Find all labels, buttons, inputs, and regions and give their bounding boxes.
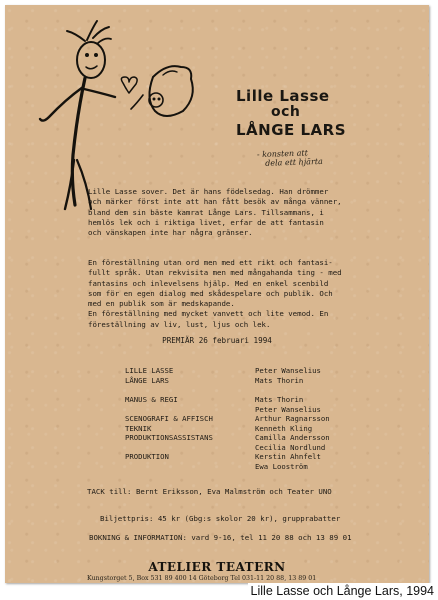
credit-role-lange-lars: LÅNGE LARS <box>125 376 169 385</box>
credit-name: Kerstin Ahnfelt <box>255 452 321 461</box>
title-line-2: och <box>271 104 301 120</box>
title-line-1: Lille Lasse <box>236 87 330 105</box>
credit-role-teknik: TEKNIK <box>125 424 152 433</box>
theater-name: ATELIER TEATERN <box>148 560 286 574</box>
credit-role-manus-regi: MANUS & REGI <box>125 395 178 404</box>
credit-name: Peter Wanselius <box>255 405 321 414</box>
credit-name: Ewa Looström <box>255 462 308 471</box>
credit-role-scenografi: SCENOGRAFI & AFFISCH <box>125 414 213 423</box>
credit-name: Camilla Andersson <box>255 433 330 442</box>
credit-name: Kenneth Kling <box>255 424 313 433</box>
booking-line: BOKNING & INFORMATION: vard 9-16, tel 11 20 88 och 13 89 01 <box>89 533 352 542</box>
credit-role-produktionsassistans: PRODUKTIONSASSISTANS <box>125 433 213 442</box>
intro-paragraph: Lille Lasse sover. Det är hans födelsedag. Han drömmer och märker först inte att han fått besök av många vänner, bland dem sin bäste kamrat Långe Lars. Tillsammans, i hemlös lek och i riktiga livet, erfar de att fantasin och vänskapen inte har några gränser. <box>88 187 342 238</box>
credit-name: Mats Thorin <box>255 376 304 385</box>
tagline-line-1: - konsten att <box>256 148 309 160</box>
credit-name: Peter Wanselius <box>255 366 321 375</box>
title-line-3: LÅNGE LARS <box>236 121 347 139</box>
description-paragraph: En föreställning utan ord men med ett rikt och fantasi- fullt språk. Utan rekvisita men med mångahanda ting - med fantasins och inlevelsens hjälp. Med en enkel scenbild som för en egen dialog med skådespelare och publik. Och med en publik som är medskapande. En föreställning med mycket vanvett och lite vemod. En föreställning av liv, lust, ljus och lek. <box>88 258 342 329</box>
credit-name: Cecilia Nordlund <box>255 443 326 452</box>
credit-role-produktion: PRODUKTION <box>125 452 169 461</box>
stick-figure-illustration <box>5 5 429 215</box>
tagline <box>257 148 323 168</box>
credit-name: Arthur Ragnarsson <box>255 414 330 423</box>
credit-role-lille-lasse: LILLE LASSE <box>125 366 174 375</box>
theater-address: Kungstorget 5, Box 531 89 400 14 Göteborg Tel 031-11 20 88, 13 89 01 <box>87 575 317 582</box>
thanks-line: TACK till: Bernt Eriksson, Eva Malmström och Teater UNO <box>87 487 332 496</box>
price-line: Biljettpris: 45 kr (Gbg:s skolor 20 kr), grupprabatter <box>100 514 341 523</box>
tagline-line-2: dela ett hjärta <box>265 156 323 168</box>
image-caption: Lille Lasse och Långe Lars, 1994 <box>248 583 437 599</box>
poster <box>5 5 429 583</box>
credit-name: Mats Thorin <box>255 395 304 404</box>
premiere-date: PREMIÄR 26 februari 1994 <box>162 336 272 345</box>
